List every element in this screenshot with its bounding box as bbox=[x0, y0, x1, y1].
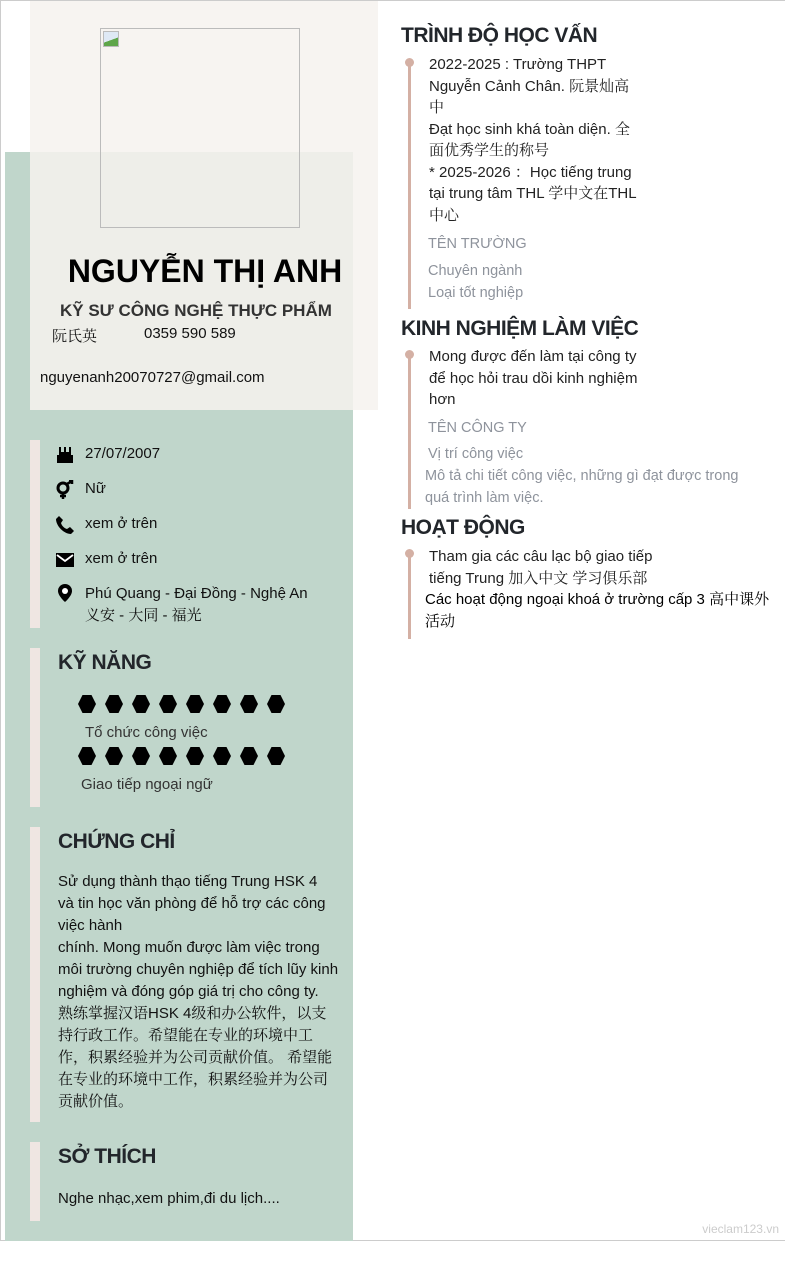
phone: 0359 590 589 bbox=[144, 325, 236, 342]
phone-icon bbox=[55, 515, 75, 535]
email: nguyenanh20070727@gmail.com bbox=[40, 369, 265, 386]
experience-text: Mong được đến làm tại công ty để học hỏi trau dồi kinh nghiệm hơn bbox=[429, 348, 638, 408]
broken-image-icon bbox=[103, 31, 119, 47]
location-pin-icon bbox=[55, 583, 75, 603]
hobbies-title: SỞ THÍCH bbox=[58, 1145, 156, 1168]
section-bar bbox=[30, 827, 40, 1122]
skill-level-hexagon bbox=[159, 695, 177, 713]
skill-level-hexagon bbox=[213, 747, 231, 765]
birthday-value: 27/07/2007 bbox=[85, 445, 161, 462]
watermark: vieclam123.vn bbox=[702, 1222, 779, 1236]
birthday-row bbox=[55, 445, 160, 465]
email-row bbox=[55, 550, 157, 570]
skill-level-hexagon bbox=[132, 747, 150, 765]
skill-label: Tổ chức công việc bbox=[85, 724, 208, 741]
section-bar bbox=[30, 1142, 40, 1221]
education-title: TRÌNH ĐỘ HỌC VẤN bbox=[401, 24, 598, 47]
job-title: KỸ SƯ CÔNG NGHỆ THỰC PHẨM bbox=[60, 301, 332, 320]
section-bar bbox=[30, 440, 40, 628]
phone-row bbox=[55, 515, 157, 535]
skill-level-hexagon bbox=[105, 695, 123, 713]
skill-rating bbox=[78, 747, 285, 765]
grade-placeholder: Loại tốt nghiệp bbox=[428, 285, 524, 301]
skill-level-hexagon bbox=[78, 747, 96, 765]
skill-level-hexagon bbox=[267, 747, 285, 765]
timeline-line bbox=[408, 63, 411, 309]
major-placeholder: Chuyên ngành bbox=[428, 263, 523, 279]
activities-title: HOẠT ĐỘNG bbox=[401, 516, 525, 539]
skill-level-hexagon bbox=[159, 747, 177, 765]
company-placeholder: TÊN CÔNG TY bbox=[428, 420, 527, 436]
timeline-line bbox=[408, 355, 411, 509]
section-bar bbox=[30, 648, 40, 807]
address-value: Phú Quang - Đại Đồng - Nghệ An 义安 - 大同 - 福光 bbox=[85, 585, 308, 624]
skill-level-hexagon bbox=[132, 695, 150, 713]
phone-value: xem ở trên bbox=[85, 515, 158, 532]
school-placeholder: TÊN TRƯỜNG bbox=[428, 236, 527, 252]
gender-value: Nữ bbox=[85, 480, 106, 497]
timeline-line bbox=[408, 554, 411, 639]
timeline-dot bbox=[405, 549, 414, 558]
hobbies-text: Nghe nhạc,xem phim,đi du lịch.... bbox=[58, 1190, 280, 1207]
gender-row bbox=[55, 480, 106, 500]
birthday-cake-icon bbox=[55, 445, 75, 465]
timeline-dot bbox=[405, 58, 414, 67]
skill-level-hexagon bbox=[240, 747, 258, 765]
gender-icon bbox=[55, 480, 75, 500]
activities-text: Tham gia các câu lạc bộ giao tiếp tiếng Trung 加入中文 学习俱乐部 bbox=[429, 548, 653, 587]
skill-rating bbox=[78, 695, 285, 713]
profile-photo[interactable] bbox=[100, 28, 300, 228]
certificates-text: Sử dụng thành thạo tiếng Trung HSK 4 và tin học văn phòng để hỗ trợ các công việc hành chính. Mong muốn được làm việc trong môi trường chuyên nghiệp để tích lũy kinh nghiệm và đóng góp giá trị cho công ty. 熟练掌握汉语HSK 4级和办公软件，以支 持行政工作。希望能在专业的环境中工 作，积累经验并为公司贡献价值。 希望能 在专业的环境中工作，积累经验并为公司 贡献价值。 bbox=[58, 873, 339, 1110]
activities-text-2: Các hoạt động ngoại khoá ở trường cấp 3 高中课外 活动 bbox=[425, 591, 770, 630]
description-placeholder: Mô tả chi tiết công việc, những gì đạt được trong quá trình làm việc. bbox=[425, 468, 739, 506]
envelope-icon bbox=[55, 550, 75, 570]
skills-title: KỸ NĂNG bbox=[58, 651, 152, 674]
skill-label: Giao tiếp ngoại ngữ bbox=[81, 776, 213, 793]
address-row bbox=[55, 583, 308, 627]
chinese-name: 阮氏英 bbox=[52, 328, 98, 345]
education-text: 2022-2025 : Trường THPT Nguyễn Cảnh Chân. 阮景灿高 中 Đạt học sinh khá toàn diện. 全 面优秀学生的称号 * 2025-2026 ：Học tiếng trung tại trung tâm THL 学中文在THL 中心 bbox=[429, 56, 637, 224]
timeline-dot bbox=[405, 350, 414, 359]
skill-level-hexagon bbox=[105, 747, 123, 765]
experience-title: KINH NGHIỆM LÀM VIỆC bbox=[401, 317, 639, 340]
email-value: xem ở trên bbox=[85, 550, 158, 567]
full-name: NGUYỄN THỊ ANH bbox=[67, 253, 343, 289]
certificates-title: CHỨNG CHỈ bbox=[58, 830, 175, 853]
skill-level-hexagon bbox=[267, 695, 285, 713]
position-placeholder: Vị trí công việc bbox=[428, 446, 524, 462]
skill-level-hexagon bbox=[78, 695, 96, 713]
skill-level-hexagon bbox=[186, 695, 204, 713]
skill-level-hexagon bbox=[213, 695, 231, 713]
skill-level-hexagon bbox=[240, 695, 258, 713]
skill-level-hexagon bbox=[186, 747, 204, 765]
